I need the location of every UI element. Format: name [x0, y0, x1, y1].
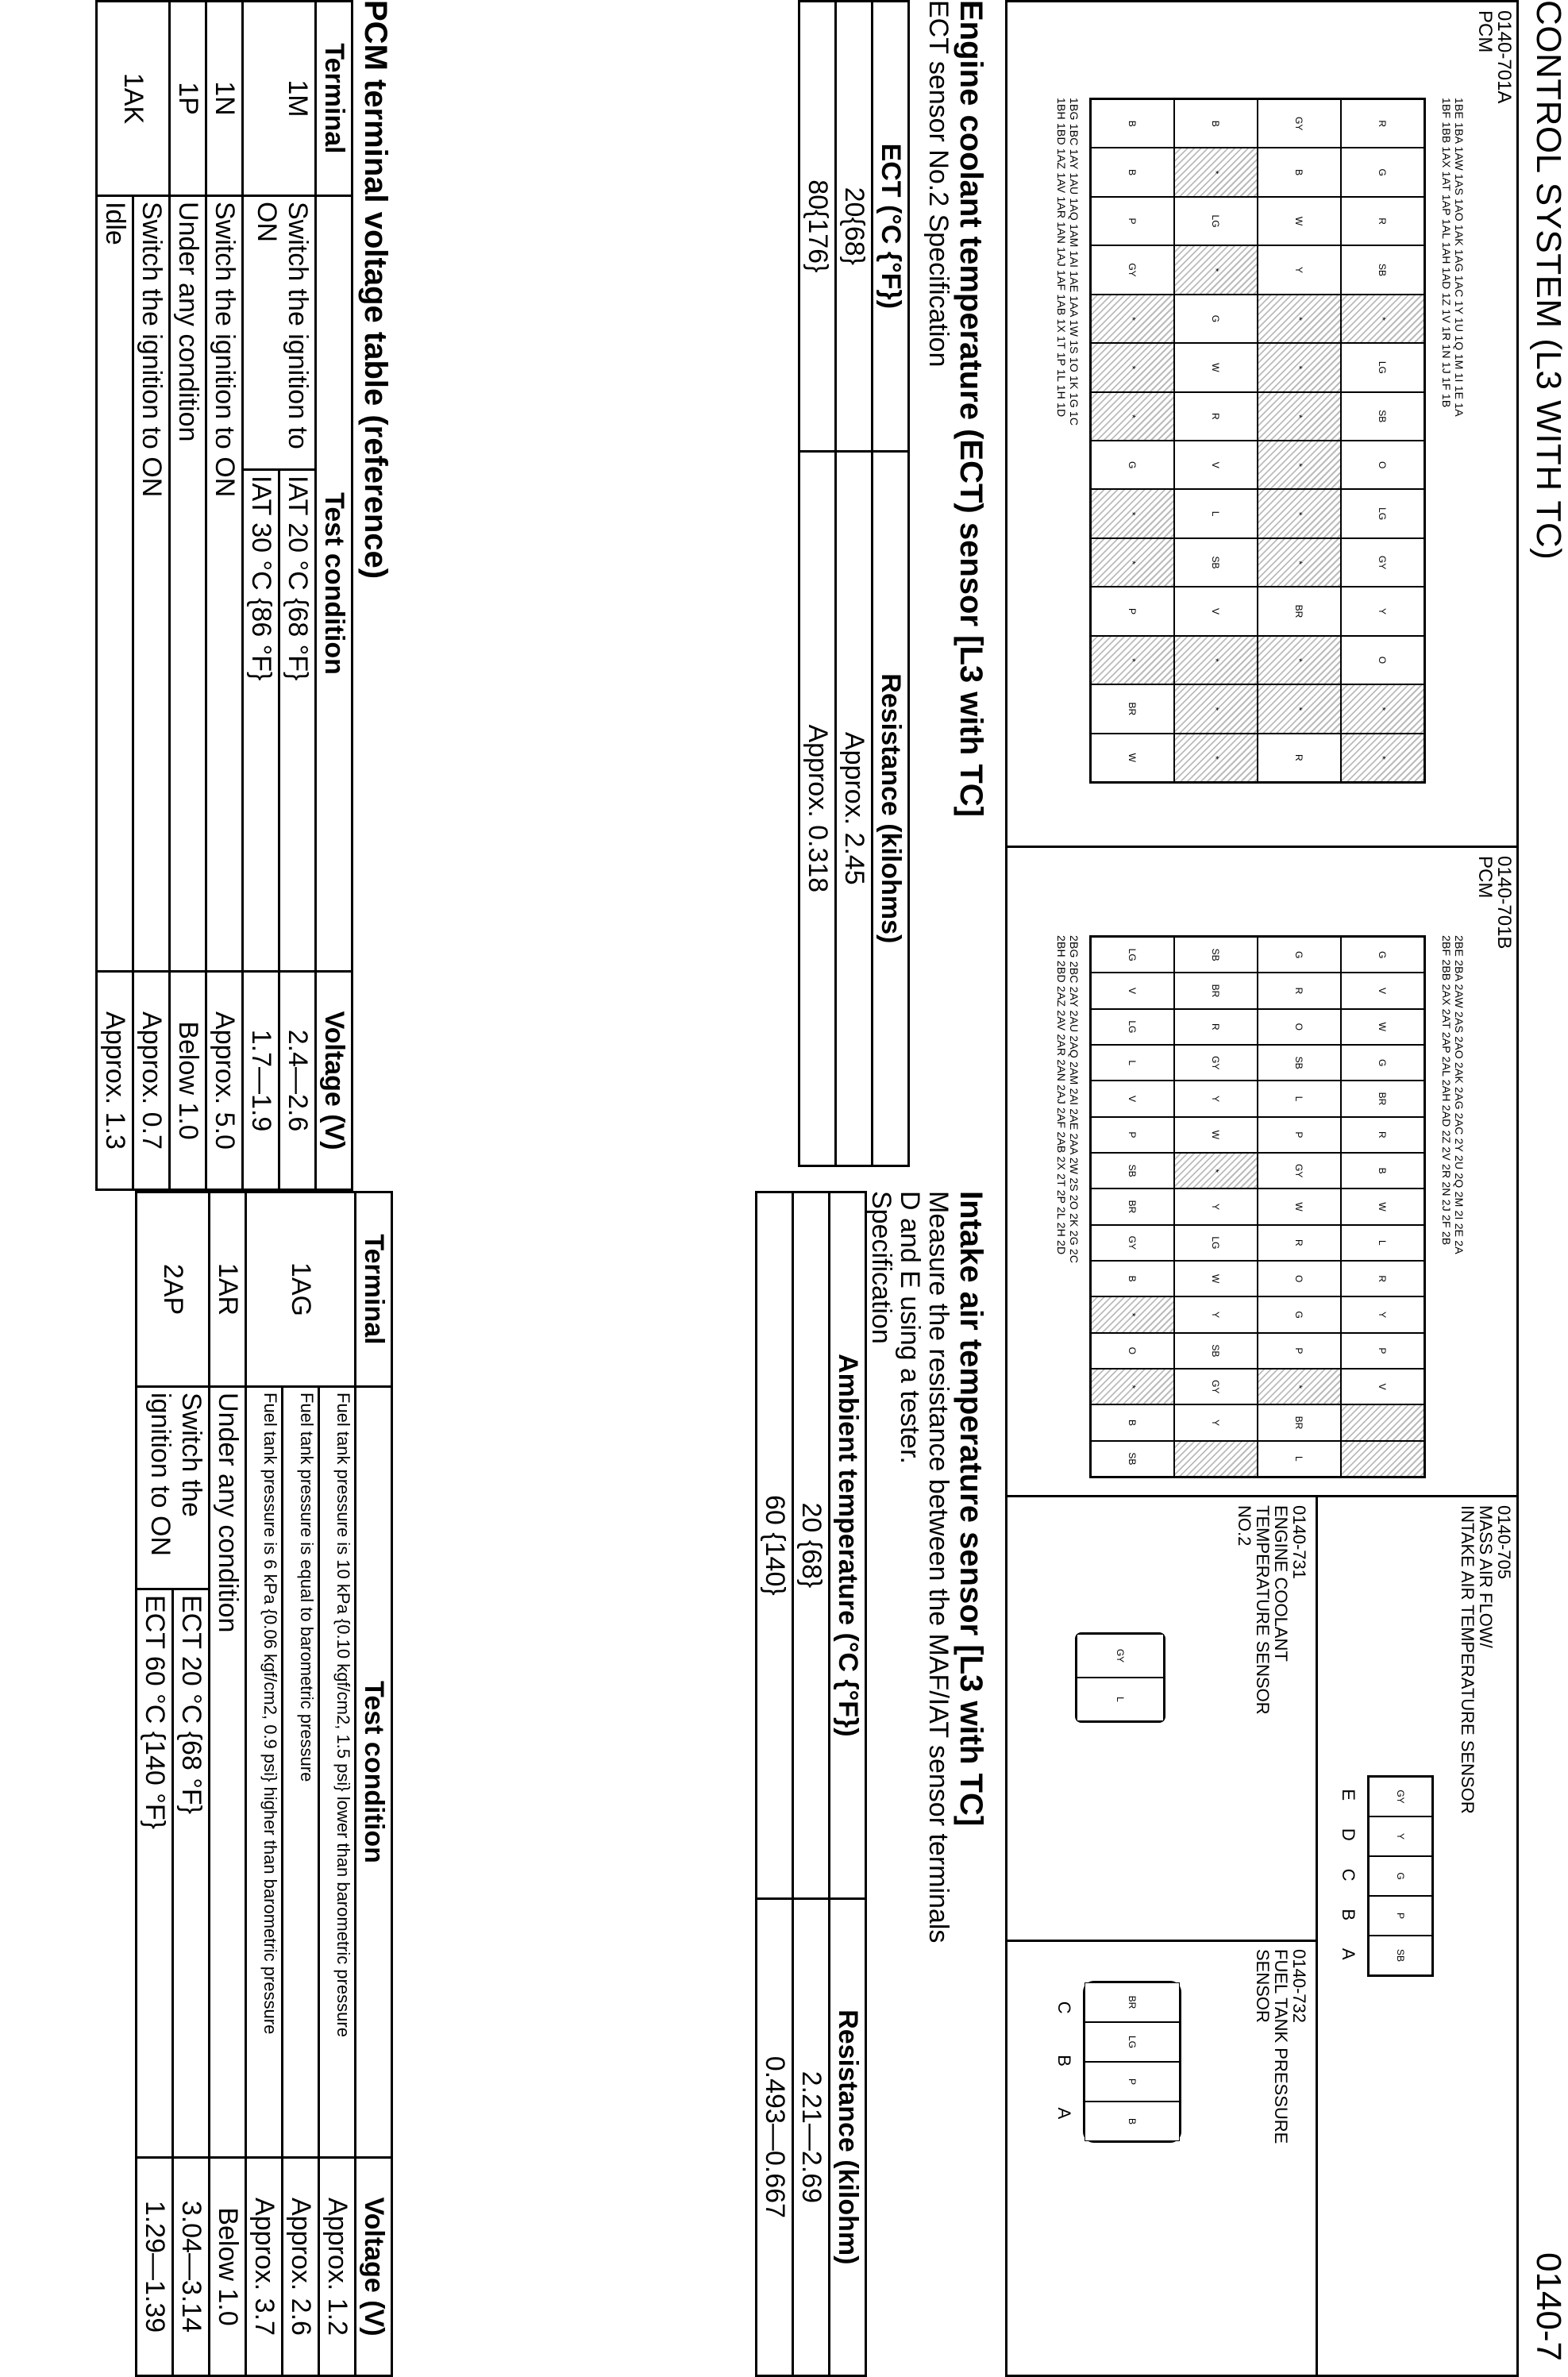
column-header: Resistance (kilohm) [830, 1898, 866, 2375]
wire-cell: V [1091, 1081, 1174, 1116]
wire-cell: G [1258, 937, 1341, 973]
connector-maf-iat [1339, 1505, 1514, 2363]
wire-cell: L [1077, 1678, 1164, 1721]
wire-cell: G [1174, 295, 1258, 343]
connector-name: PCM [1474, 10, 1496, 53]
connector-ect2 [1115, 1505, 1309, 1934]
wire-cell: GY [1258, 99, 1341, 148]
wire-cell: * [1341, 295, 1424, 343]
wire-cell [1174, 1441, 1258, 1477]
terminal-cell: 1P [170, 2, 206, 196]
wire-cell: O [1258, 1261, 1341, 1296]
wire-cell: W [1091, 734, 1174, 782]
pin-letter: C [1339, 1868, 1358, 1882]
wire-cell: O [1258, 1009, 1341, 1045]
voltage-cell: Approx. 1.2 [319, 2158, 356, 2376]
connector-name: INTAKE AIR TEMPERATURE SENSOR [1458, 1505, 1477, 1814]
wire-cell: R [1341, 99, 1424, 148]
divider [1316, 1495, 1318, 2375]
pin-row: 2BG 2BC 2AY 2AU 2AQ 2AM 2AI 2AE 2AA 2W 2S 2O 2K 2G 2C [1068, 935, 1081, 1264]
section-title: PCM terminal voltage table (reference) [358, 0, 393, 580]
wire-cell: LG [1174, 1225, 1258, 1261]
wire-cell: LG [1341, 343, 1424, 391]
voltage-cell: Approx. 3.7 [246, 2158, 283, 2376]
voltage-cell: 3.04—3.14 [173, 2158, 210, 2376]
wire-cell: W [1258, 1188, 1341, 1224]
wire-cell [1341, 1441, 1424, 1477]
section-title: Engine coolant temperature (ECT) sensor [L3 with TC] [954, 0, 988, 817]
connector-code: 0140-731 [1289, 1505, 1309, 1579]
pin-row: 2BH 2BD 2AZ 2AV 2AR 2AN 2AJ 2AF 2AB 2X 2T 2P 2L 2H 2D [1055, 935, 1068, 1255]
pin-row: 1BH 1BD 1AZ 1AV 1AR 1AN 1AJ 1AF 1AB 1X 1T 1P 1L 1H 1D [1055, 98, 1068, 418]
wire-cell: Y [1174, 1404, 1258, 1440]
condition-cell: ECT 20 °C {68 °F} [173, 1589, 210, 2158]
wire-cell: SB [1174, 1333, 1258, 1369]
wire-cell: * [1258, 343, 1341, 391]
wire-cell: SB [1341, 245, 1424, 294]
iat-spec-table [755, 1191, 867, 2377]
wire-cell: W [1341, 1009, 1424, 1045]
column-header: Test condition [316, 196, 353, 972]
wire-cell: * [1174, 245, 1258, 294]
terminal-cell: 1AR [210, 1192, 246, 1387]
wire-cell: W [1174, 343, 1258, 391]
voltage-cell: 2.4—2.6 [279, 972, 316, 1190]
wire-cell: * [1091, 295, 1174, 343]
wire-cell: * [1174, 148, 1258, 196]
wire-cell: Y [1341, 1296, 1424, 1332]
pin-row: 1BE 1BA 1AW 1AS 1AO 1AK 1AG 1AC 1Y 1U 1Q 1M 1I 1E 1A [1453, 98, 1466, 417]
wire-cell: * [1174, 636, 1258, 684]
divider [1007, 1940, 1318, 1942]
wire-cell: * [1091, 1296, 1174, 1332]
column-header: ECT (°C {°F}) [873, 2, 909, 452]
wire-cell: * [1258, 684, 1341, 733]
wire-cell: * [1174, 1153, 1258, 1188]
wire-cell: BR [1258, 1404, 1341, 1440]
wire-cell: LG [1091, 937, 1174, 973]
wire-cell: * [1091, 1369, 1174, 1404]
wire-cell: B [1091, 1404, 1174, 1440]
wire-cell: V [1091, 973, 1174, 1008]
wire-cell: W [1174, 1261, 1258, 1296]
wire-cell: Y [1341, 587, 1424, 635]
column-header: Ambient temperature (°C {°F}) [830, 1192, 866, 1899]
pin-letter: C [1054, 2001, 1074, 2014]
connector-name: TEMPERATURE SENSOR [1253, 1505, 1273, 1715]
wire-cell: P [1091, 197, 1174, 245]
voltage-cell: Approx. 1.3 [97, 972, 133, 1190]
section-text: Measure the resistance between the MAF/IAT sensor terminals [923, 1191, 954, 1944]
wire-cell: Y [1258, 245, 1341, 294]
column-header: Voltage (V) [356, 2158, 392, 2376]
ftp-pin-letters [1055, 1981, 1073, 2140]
ftp-connector-face [1083, 1981, 1181, 2143]
connector-fuel-tank-pressure [1054, 1949, 1309, 2362]
table-cell: 20 {68} [793, 1192, 830, 1899]
wire-cell: Y [1174, 1081, 1258, 1116]
wire-cell: G [1091, 441, 1174, 489]
pin-labels [1440, 98, 1466, 812]
wire-cell: GY [1077, 1634, 1164, 1678]
wire-cell: G [1341, 148, 1424, 196]
wire-cell: * [1341, 684, 1424, 733]
wire-cell: SB [1091, 1441, 1174, 1477]
wire-cell: R [1341, 1261, 1424, 1296]
wire-cell: LG [1341, 489, 1424, 537]
pin-row: 2BE 2BA 2AW 2AS 2AO 2AK 2AG 2AC 2Y 2U 2Q 2M 2I 2E 2A [1453, 935, 1466, 1254]
wire-cell: SB [1341, 392, 1424, 441]
pcm-b-connector-face [1089, 935, 1426, 1478]
wire-cell: Y [1369, 1816, 1432, 1856]
wire-cell: O [1341, 636, 1424, 684]
voltage-cell: Approx. 0.7 [133, 972, 170, 1190]
condition-cell: Switch the ignition to ON [133, 196, 170, 972]
voltage-section [100, 0, 393, 2377]
wire-cell: BR [1174, 973, 1258, 1008]
condition-cell: Fuel tank pressure is 10 kPa {0.10 kgf/cm2, 1.5 psi} lower than barometric pressure [319, 1387, 356, 2158]
condition-cell: Idle [97, 196, 133, 972]
terminal-cell: 1N [206, 2, 243, 196]
pin-letter: E [1339, 1789, 1358, 1801]
wire-cell: W [1174, 1117, 1258, 1153]
voltage-table-left [95, 0, 353, 1191]
pin-letter: B [1339, 1909, 1358, 1921]
connector-name: SENSOR [1253, 1949, 1273, 2023]
page-number: 0140-7 [1529, 2252, 1568, 2361]
wire-cell: V [1341, 973, 1424, 1008]
wire-cell: Y [1174, 1188, 1258, 1224]
wire-cell: B [1341, 1153, 1424, 1188]
wire-cell: * [1091, 538, 1174, 587]
terminal-cell: 1AK [97, 2, 170, 196]
wire-cell: * [1258, 538, 1341, 587]
wire-cell: B [1091, 1261, 1174, 1296]
connector-code: 0140-705 [1494, 1505, 1514, 1579]
wire-cell: Y [1174, 1296, 1258, 1332]
wire-cell: L [1341, 1225, 1424, 1261]
voltage-cell: Approx. 5.0 [206, 972, 243, 1190]
wire-cell: B [1258, 148, 1341, 196]
page-title: CONTROL SYSTEM (L3 WITH TC) [1529, 0, 1568, 561]
condition-cell: Switch the ignition to ON [243, 196, 316, 470]
wire-cell: * [1091, 343, 1174, 391]
wire-cell: * [1258, 392, 1341, 441]
terminal-cell: 1M [243, 2, 316, 196]
pin-row: 1BF 1BB 1AX 1AT 1AP 1AL 1AH 1AD 1Z 1V 1R 1N 1J 1F 1B [1440, 98, 1453, 408]
wire-cell: P [1091, 1117, 1174, 1153]
connector-diagram-frame [1005, 0, 1519, 2377]
table-cell: 0.493—0.667 [757, 1898, 793, 2375]
condition-cell: Fuel tank pressure is equal to barometric pressure [283, 1387, 319, 2158]
condition-cell: IAT 30 °C {86 °F} [243, 470, 279, 972]
condition-cell: Switch the ignition to ON [206, 196, 243, 972]
wire-cell: B [1091, 99, 1174, 148]
wire-cell: R [1341, 1117, 1424, 1153]
connector-name: MASS AIR FLOW/ [1476, 1505, 1496, 1648]
wire-cell: * [1258, 489, 1341, 537]
column-header: Resistance (kilohms) [873, 451, 909, 1165]
wire-cell: L [1174, 489, 1258, 537]
pin-labels [1055, 935, 1081, 1507]
connector-name: FUEL TANK PRESSURE [1271, 1949, 1291, 2144]
condition-cell: IAT 20 °C {68 °F} [279, 470, 316, 972]
column-header: Terminal [356, 1192, 392, 1387]
voltage-cell: Below 1.0 [170, 972, 206, 1190]
wire-cell: G [1369, 1856, 1432, 1896]
wire-cell: P [1091, 587, 1174, 635]
connector-pcm-a [1055, 10, 1515, 762]
wire-cell: BR [1341, 1081, 1424, 1116]
wire-cell: R [1258, 1225, 1341, 1261]
wire-cell: SB [1258, 1045, 1341, 1081]
wire-cell: SB [1174, 937, 1258, 973]
wire-cell: V [1174, 587, 1258, 635]
section-title: Intake air temperature sensor [L3 with TC] [954, 1191, 988, 1827]
wire-cell: P [1341, 1333, 1424, 1369]
table-cell: 2.21—2.69 [793, 1898, 830, 2375]
wire-cell: R [1174, 392, 1258, 441]
wire-cell: SB [1369, 1936, 1432, 1975]
condition-cell: Under any condition [210, 1387, 246, 2158]
wire-cell: W [1258, 197, 1341, 245]
condition-cell: Fuel tank pressure is 6 kPa {0.06 kgf/cm2, 0.9 psi} higher than barometric pressure [246, 1387, 283, 2158]
wire-cell: GY [1341, 538, 1424, 587]
wire-cell: R [1341, 197, 1424, 245]
section-text: D and E using a tester. [895, 1191, 925, 1464]
table-cell: Approx. 0.318 [799, 451, 836, 1165]
voltage-cell: 1.29—1.39 [137, 2158, 173, 2376]
wire-cell: B [1085, 2102, 1180, 2141]
wire-cell: GY [1091, 1225, 1174, 1261]
voltage-cell: Below 1.0 [210, 2158, 246, 2376]
condition-cell: Under any condition [170, 196, 206, 972]
wire-cell: * [1258, 441, 1341, 489]
connector-code: 0140-701B [1493, 856, 1515, 950]
wire-cell: GY [1258, 1153, 1341, 1188]
wire-cell: * [1091, 636, 1174, 684]
wire-cell: P [1085, 2062, 1180, 2102]
wire-cell: * [1258, 1369, 1341, 1404]
maf-connector-face [1367, 1775, 1434, 1977]
pin-letter: A [1339, 1947, 1358, 1960]
connector-name: ENGINE COOLANT [1271, 1505, 1291, 1662]
pin-labels [1440, 935, 1466, 1507]
terminal-cell: 1AG [246, 1192, 356, 1387]
wire-cell: LG [1091, 1009, 1174, 1045]
wire-cell: SB [1174, 538, 1258, 587]
wire-cell: W [1341, 1188, 1424, 1224]
wire-cell: B [1174, 99, 1258, 148]
column-header: Terminal [316, 2, 353, 196]
wire-cell: L [1258, 1441, 1341, 1477]
wire-cell: * [1174, 684, 1258, 733]
wire-cell: R [1174, 1009, 1258, 1045]
wire-cell: O [1091, 1333, 1174, 1369]
iat-section [755, 1191, 988, 2377]
pin-row: 2BF 2BB 2AX 2AT 2AP 2AL 2AH 2AD 2Z 2V 2R 2N 2J 2F 2B [1440, 935, 1453, 1246]
wire-cell: GY [1091, 245, 1174, 294]
wire-cell: GY [1369, 1777, 1432, 1816]
wire-cell: B [1091, 148, 1174, 196]
condition-cell: Switch the ignition to ON [137, 1387, 210, 1589]
wire-cell: SB [1091, 1153, 1174, 1188]
column-header: Voltage (V) [316, 972, 353, 1190]
pin-letter: A [1054, 2107, 1074, 2120]
connector-code: 0140-732 [1289, 1949, 1309, 2023]
wire-cell: P [1258, 1117, 1341, 1153]
pin-letter: D [1339, 1828, 1358, 1841]
connector-pcm-b [1055, 856, 1515, 1466]
wire-cell: BR [1085, 1982, 1180, 2022]
voltage-cell: Approx. 2.6 [283, 2158, 319, 2376]
connector-name: PCM [1474, 856, 1496, 899]
pin-labels [1055, 98, 1081, 812]
section-subtitle: ECT sensor No.2 Specification [923, 0, 954, 368]
wire-cell: * [1341, 734, 1424, 782]
connector-code: 0140-701A [1493, 10, 1515, 104]
wire-cell: R [1258, 973, 1341, 1008]
wire-cell: BR [1091, 1188, 1174, 1224]
wire-cell: R [1258, 734, 1341, 782]
wire-cell: * [1258, 636, 1341, 684]
wire-cell [1341, 1404, 1424, 1440]
wire-cell: G [1341, 937, 1424, 973]
wire-cell: P [1369, 1896, 1432, 1936]
pin-row: 1BG 1BC 1AY 1AU 1AQ 1AM 1AI 1AE 1AA 1W 1S 1O 1K 1G 1C [1068, 98, 1081, 426]
pin-letter: B [1054, 2055, 1074, 2067]
wire-cell: BR [1091, 684, 1174, 733]
wire-cell: * [1258, 295, 1341, 343]
voltage-cell: 1.7—1.9 [243, 972, 279, 1190]
table-cell: 60 {140} [757, 1192, 793, 1899]
ect2-connector-face [1075, 1632, 1165, 1723]
wire-cell: L [1091, 1045, 1174, 1081]
wire-cell: * [1091, 489, 1174, 537]
connector-name: NO.2 [1235, 1505, 1254, 1547]
wire-cell: G [1341, 1045, 1424, 1081]
wire-cell: O [1341, 441, 1424, 489]
condition-cell: ECT 60 °C {140 °F} [137, 1589, 173, 2158]
wire-cell: LG [1085, 2022, 1180, 2062]
wire-cell: P [1258, 1333, 1341, 1369]
wire-cell: L [1258, 1081, 1341, 1116]
wire-cell: * [1174, 734, 1258, 782]
wire-cell: * [1091, 392, 1174, 441]
wire-cell: G [1258, 1296, 1341, 1332]
wire-cell: BR [1258, 587, 1341, 635]
wire-cell: GY [1174, 1369, 1258, 1404]
divider [1007, 846, 1516, 848]
table-cell: 20{68} [836, 2, 873, 452]
ect-spec-table [798, 0, 910, 1167]
column-header: Test condition [356, 1387, 392, 2158]
voltage-table-right [135, 1191, 393, 2377]
wire-cell: LG [1174, 197, 1258, 245]
table-cell: 80{176} [799, 2, 836, 452]
maf-pin-letters [1339, 1775, 1358, 1974]
pcm-a-connector-face [1089, 98, 1426, 784]
table-cell: Approx. 2.45 [836, 451, 873, 1165]
wire-cell: V [1174, 441, 1258, 489]
section-text: Specification [866, 1191, 896, 1344]
wire-cell: V [1341, 1369, 1424, 1404]
wire-cell: GY [1174, 1045, 1258, 1081]
ect-section [798, 0, 988, 1167]
terminal-cell: 2AP [137, 1192, 210, 1387]
